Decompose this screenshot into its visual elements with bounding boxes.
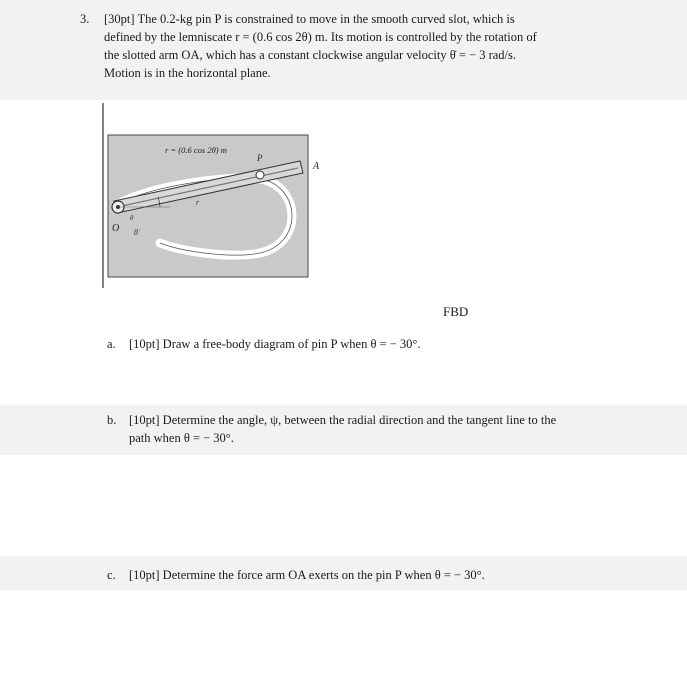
label-a: A	[313, 161, 320, 172]
part-b-text-line-1: [10pt] Determine the angle, ψ, between the radial direction and the tangent line to the	[129, 413, 557, 427]
part-b-letter: b.	[107, 413, 117, 427]
mechanism-diagram	[100, 103, 330, 288]
part-a-text: [10pt] Draw a free-body diagram of pin P when θ = − 30°.	[129, 337, 421, 351]
problem-number: 3.	[80, 12, 90, 26]
label-o: O	[112, 223, 120, 234]
label-r: r	[196, 198, 200, 207]
problem-line-2: defined by the lemniscate r = (0.6 cos 2θ) m. Its motion is controlled by the rotation of	[104, 30, 537, 44]
label-theta: θ	[130, 214, 134, 222]
problem-text	[104, 10, 640, 82]
mechanism-figure	[100, 103, 330, 288]
problem-points: [30pt]	[104, 12, 135, 26]
label-theta-dot: θ̇	[134, 228, 138, 237]
part-b-text-line-2: path when θ = − 30°.	[129, 431, 234, 445]
part-a-letter: a.	[107, 337, 116, 351]
fbd-label: FBD	[443, 304, 469, 319]
part-b	[107, 411, 647, 447]
equation-label: r = (0.6 cos 2θ) m	[165, 145, 227, 155]
part-c-letter: c.	[107, 568, 116, 582]
problem-line-1: The 0.2-kg pin P is constrained to move in the smooth curved slot, which is	[137, 12, 515, 26]
part-c	[107, 566, 485, 584]
part-a	[107, 335, 421, 353]
label-p: P	[257, 153, 263, 163]
part-c-text: [10pt] Determine the force arm OA exerts on the pin P when θ = − 30°.	[129, 568, 485, 582]
problem-line-4: Motion is in the horizontal plane.	[104, 66, 271, 80]
problem-line-3: the slotted arm OA, which has a constant clockwise angular velocity θ̇ = − 3 rad/s.	[104, 48, 516, 62]
pin-p	[256, 171, 264, 179]
problem-statement	[80, 10, 640, 82]
